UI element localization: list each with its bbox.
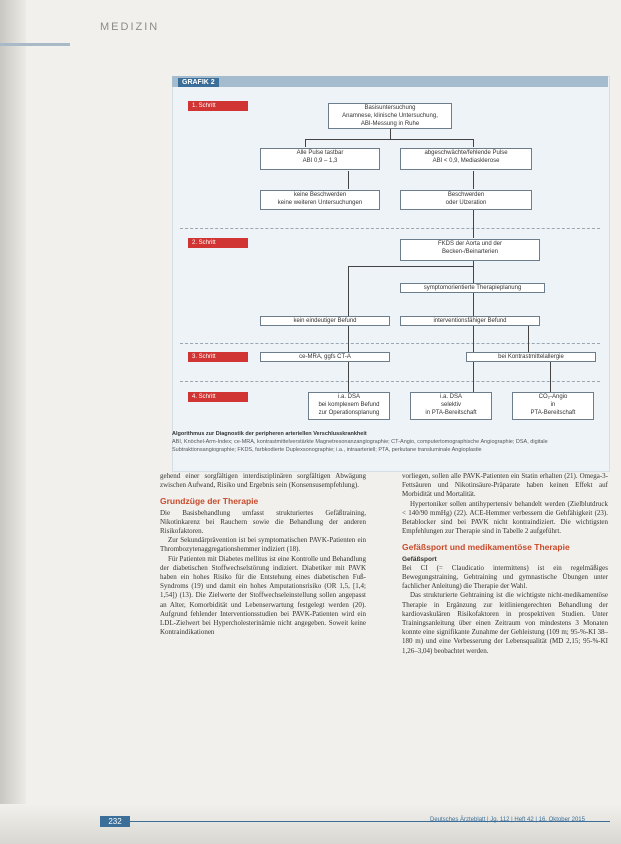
header-rule: [0, 43, 70, 46]
scan-shadow-bottom: [0, 804, 621, 844]
subheading-vascular-sport: Gefäßsport: [402, 555, 437, 563]
heading-vascular-sport: Gefäßsport und medikamentöse Therapie: [402, 542, 570, 553]
box-mra: ce-MRA, ggfs CT-A: [260, 352, 390, 362]
box-fkds: FKDS der Aorta und der Becken-/Beinarterien: [400, 239, 540, 261]
box-therapy-planning: symptomorientierte Therapieplanung: [400, 283, 545, 293]
text-column-left: [160, 472, 366, 637]
box-co2-angio: CO₂-Angio in PTA-Bereitschaft: [512, 392, 594, 420]
box-anamnesis: Basisuntersuchung Anamnese, klinische Untersuchung, ABI-Messung in Ruhe: [328, 103, 452, 129]
paragraph: Hypertoniker sollen antihypertensiv behandelt werden (Zielblutdruck < 140/90 mmHg) (22). ACE-Hemmer verbessern die Gehfähigkeit (23). Betablocker sind bei PAVK nicht kontraindiziert. Die wichtigsten Empfehlungen zur Therapie sind in Tabelle 2 aufgeführt.: [402, 499, 608, 536]
paragraph: vorliegen, sollen alle PAVK-Patienten ein Statin erhalten (21). Omega-3-Fettsäuren und Nikotinsäure-Präparate haben keinen Effekt auf Morbidität und Mortalität.: [402, 472, 608, 499]
paragraph: Das strukturierte Gehtraining ist die wichtigste nicht-medikamentöse Therapie in Ergänzung zur leitliniengerechten Behandlung der kardiovaskulären Risikofaktoren in prospektiven Studien. Unter Trainingsanleitung über einen Zeitraum von mindestens 3 Monaten konnte eine signifikante Zunahme der Gehleistung (109 m; 95-%-KI 38–180 m) und eine Verbesserung der Lebensqualität (MD 2,15; 95-%-KI 1,26–3,04) beobachtet werden.: [402, 591, 608, 655]
box-complaints: Beschwerden oder Ulzeration: [400, 190, 532, 210]
section-header: MEDIZIN: [100, 21, 160, 33]
divider-3: [180, 381, 600, 382]
page-number: 232: [100, 816, 130, 827]
journal-citation: Deutsches Ärzteblatt | Jg. 112 | Heft 42 | 16. Oktober 2015: [430, 817, 585, 823]
step-4-label: 4. Schritt: [188, 392, 248, 402]
box-unclear-finding: kein eindeutiger Befund: [260, 316, 390, 326]
box-contrast-allergy: bei Kontrastmittelallergie: [466, 352, 596, 362]
paragraph: Bei CI (= Claudicatio intermittens) ist ein regelmäßiges Bewegungstraining, Gehtraining und gymnastische Übungen unter fachlicher Anleitung) die Therapie der Wahl.: [402, 563, 608, 591]
text-column-right: [402, 472, 608, 656]
divider-2: [180, 343, 600, 344]
figure-label: GRAFIK 2: [178, 78, 219, 87]
paragraph: gehend einer sorgfältigen interdisziplinären sorgfältigen Abwägung zwischen Aufwand, Risiko und Ergebnis sein (Konsensusempfehlung).: [160, 472, 366, 490]
caption-text: ABI, Knöchel-Arm-Index; ce-MRA, kontrastmittelverstärkte Magnetresonanzangiographie; CT-Angio, computertomographische Angiographie; DSA, digitale Subtraktionsangiographie; FKDS, farbkodierte Duplexsonographie; i.a., intraarteriell; PTA, perkutane transluminale Angioplastie: [172, 439, 548, 453]
step-3-label: 3. Schritt: [188, 352, 248, 362]
figure-caption: [172, 430, 608, 454]
box-pulse-normal: Alle Pulse tastbar ABI 0,9 – 1,3: [260, 148, 380, 170]
caption-title: Algorithmus zur Diagnostik der peripheren arteriellen Verschlusskrankheit: [172, 431, 367, 437]
figure-header-bar: [172, 76, 608, 87]
box-no-complaints: keine Beschwerden keine weiteren Untersuchungen: [260, 190, 380, 210]
paragraph: Für Patienten mit Diabetes mellitus ist eine Kontrolle und Behandlung der diabetischen Stoffwechselstörung indiziert. Diabetiker mit PAVK haben ein hohes Risiko für die Entstehung eines diabetischen Fuß-Syndroms (19) und damit ein hohes Amputationsrisiko (OR 1,5, [1,4; 1,54]) (13). Die Zielwerte der Stoffwechseleinstellung sollen angepasst an Alter, Komorbidität und Lebenserwartung festgelegt werden (20). Aufgrund fehlender Interventionsstudien bei PAVK-Patienten wird ein LDL-Zielwert bei Hypercholesterinämie nicht angegeben. Soweit keine Kontraindikationen: [160, 554, 366, 637]
box-dsa-complex: i.a. DSA bei komplexem Befund zur Operationsplanung: [308, 392, 390, 420]
divider-1: [180, 228, 600, 229]
step-2-label: 2. Schritt: [188, 238, 248, 248]
step-1-label: 1. Schritt: [188, 101, 248, 111]
paragraph: Die Basisbehandlung umfasst strukturiertes Gefäßtraining, Nikotinkarenz bei Rauchern sowie die Behandlung der anderen Risikofaktoren.: [160, 508, 366, 536]
heading-therapy: Grundzüge der Therapie: [160, 496, 259, 507]
box-pulse-abnormal: abgeschwächte/fehlende Pulse ABI < 0,9, Mediasklerose: [400, 148, 532, 170]
paragraph: Zur Sekundärprävention ist bei symptomatischen PAVK-Patienten ein Thrombozytenaggregationshemmer indiziert (18).: [160, 536, 366, 554]
box-interventional-finding: interventionsfähiger Befund: [400, 316, 540, 326]
box-dsa-selective: i.a. DSA selektiv in PTA-Bereitschaft: [410, 392, 492, 420]
scan-shadow-left: [0, 0, 26, 844]
